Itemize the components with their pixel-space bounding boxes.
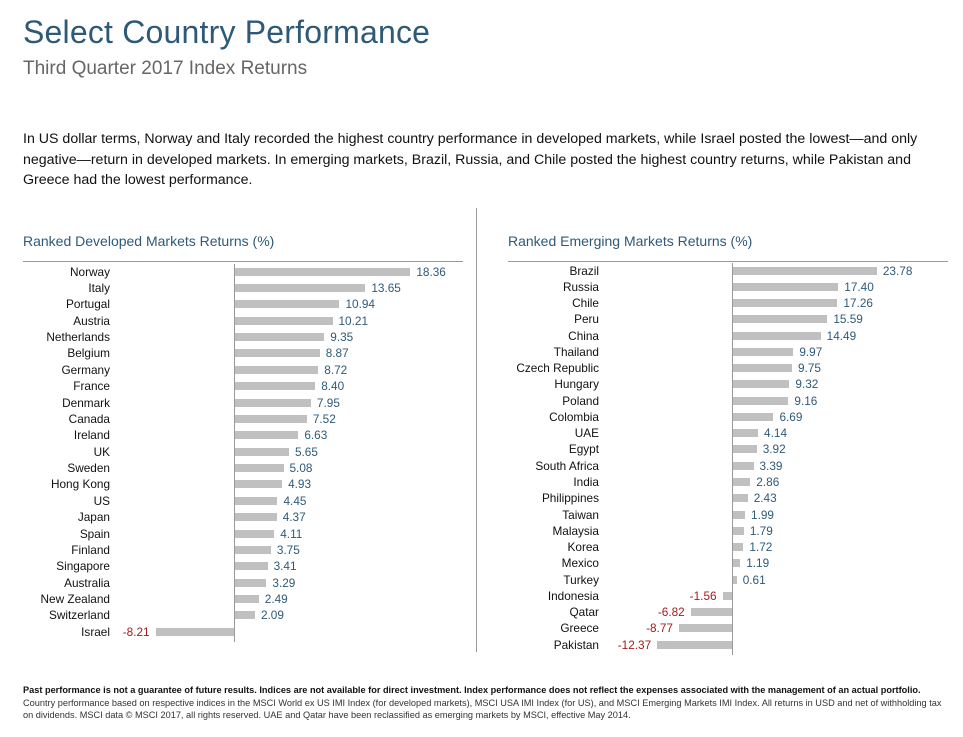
emerging-bar xyxy=(733,348,793,356)
emerging-value-label: 9.75 xyxy=(797,361,821,376)
developed-bar xyxy=(235,284,365,292)
emerging-bar xyxy=(733,267,877,275)
developed-value-label: 3.75 xyxy=(276,542,300,557)
developed-value-label: 6.63 xyxy=(304,428,328,443)
emerging-category-label: Taiwan xyxy=(562,507,599,522)
developed-value-label: 4.45 xyxy=(283,493,307,508)
developed-category-label: Finland xyxy=(71,542,110,557)
developed-bar xyxy=(235,300,339,308)
emerging-bar xyxy=(733,413,773,421)
developed-bar xyxy=(235,448,289,456)
developed-category-label: Portugal xyxy=(66,297,110,312)
emerging-value-label: 6.69 xyxy=(779,409,803,424)
developed-category-label: US xyxy=(93,493,110,508)
developed-bar xyxy=(235,546,271,554)
developed-value-label: 2.09 xyxy=(260,608,284,623)
emerging-value-label: -6.82 xyxy=(657,605,685,620)
developed-value-label: 8.40 xyxy=(321,379,345,394)
developed-chart-title: Ranked Developed Markets Returns (%) xyxy=(23,233,275,249)
emerging-value-label: 2.43 xyxy=(753,491,777,506)
emerging-value-label: 1.19 xyxy=(746,556,770,571)
emerging-markets-chart xyxy=(508,233,948,653)
developed-bar xyxy=(235,480,282,488)
emerging-bar xyxy=(733,559,740,567)
emerging-value-label: 14.49 xyxy=(826,328,857,343)
developed-value-label: 7.52 xyxy=(312,411,336,426)
emerging-category-label: Indonesia xyxy=(547,588,599,603)
developed-bar xyxy=(235,562,268,570)
emerging-bar xyxy=(733,478,750,486)
emerging-bar xyxy=(733,527,744,535)
developed-bar xyxy=(235,611,255,619)
developed-markets-chart xyxy=(23,233,463,653)
developed-value-label: 4.93 xyxy=(288,477,312,492)
page-subtitle: Third Quarter 2017 Index Returns xyxy=(23,58,308,79)
emerging-bar xyxy=(733,445,757,453)
emerging-value-label: -1.56 xyxy=(689,588,717,603)
emerging-bar xyxy=(691,608,732,616)
developed-value-label: 8.87 xyxy=(325,346,349,361)
emerging-category-label: UAE xyxy=(574,426,599,441)
emerging-category-label: Russia xyxy=(562,279,599,294)
emerging-category-label: Pakistan xyxy=(553,637,599,652)
developed-category-label: Canada xyxy=(68,411,110,426)
developed-category-label: France xyxy=(73,379,110,394)
emerging-category-label: China xyxy=(568,328,599,343)
emerging-category-label: Mexico xyxy=(561,556,599,571)
footer xyxy=(23,684,943,722)
developed-category-label: Italy xyxy=(88,280,110,295)
developed-value-label: 10.21 xyxy=(338,313,369,328)
emerging-bar xyxy=(723,592,732,600)
developed-value-label: 4.37 xyxy=(282,510,306,525)
developed-bar xyxy=(235,349,320,357)
emerging-bar xyxy=(733,462,754,470)
developed-value-label: 5.08 xyxy=(289,461,313,476)
emerging-bar xyxy=(733,364,792,372)
developed-value-label: 10.94 xyxy=(345,297,375,312)
emerging-category-label: Chile xyxy=(572,296,599,311)
developed-bar xyxy=(235,333,324,341)
developed-category-label: Hong Kong xyxy=(50,477,110,492)
emerging-category-label: Turkey xyxy=(563,572,599,587)
developed-category-label: Israel xyxy=(81,624,110,639)
developed-bar xyxy=(235,268,410,276)
developed-category-label: Netherlands xyxy=(46,330,110,345)
emerging-value-label: 3.92 xyxy=(762,442,786,457)
emerging-category-label: Hungary xyxy=(554,377,599,392)
developed-bar xyxy=(235,464,284,472)
emerging-category-label: Czech Republic xyxy=(516,361,599,376)
developed-bar xyxy=(235,415,307,423)
developed-value-label: 3.41 xyxy=(273,559,297,574)
developed-category-label: Spain xyxy=(79,526,110,541)
emerging-value-label: 23.78 xyxy=(882,263,913,278)
emerging-category-label: Philippines xyxy=(541,491,599,506)
emerging-category-label: Brazil xyxy=(569,263,599,278)
emerging-bar xyxy=(733,283,838,291)
emerging-category-label: Greece xyxy=(560,621,599,636)
emerging-bar xyxy=(733,543,743,551)
developed-category-label: Austria xyxy=(73,313,110,328)
developed-category-label: UK xyxy=(93,444,110,459)
emerging-value-label: 1.79 xyxy=(749,523,773,538)
developed-category-label: Denmark xyxy=(62,395,110,410)
developed-value-label: 7.95 xyxy=(316,395,340,410)
emerging-category-label: Egypt xyxy=(568,442,599,457)
emerging-value-label: 3.39 xyxy=(759,458,783,473)
developed-bar xyxy=(156,628,234,636)
footer-notes: Country performance based on respective indices in the MSCI World ex US IMI Index (for developed markets), MSCI USA IMI Index (for US), and MSCI Emerging Markets IMI Index. All returns in USD and net of withholding tax on dividends. MSCI data © MSCI 2017, all rights reserved. UAE and Qatar have been reclassified as emerging markets by MSCI, effective May 2014. xyxy=(23,697,942,720)
emerging-value-label: -12.37 xyxy=(617,637,652,652)
developed-bar xyxy=(235,530,274,538)
emerging-bar xyxy=(733,511,745,519)
developed-value-label: 9.35 xyxy=(330,330,354,345)
developed-chart-rule xyxy=(23,261,463,262)
developed-value-label: 13.65 xyxy=(371,280,401,295)
emerging-category-label: South Africa xyxy=(535,458,599,473)
developed-value-label: -8.21 xyxy=(122,624,150,639)
emerging-chart-rule xyxy=(508,261,948,262)
emerging-bar xyxy=(733,576,737,584)
developed-category-label: Australia xyxy=(64,575,110,590)
emerging-category-label: Qatar xyxy=(569,605,599,620)
developed-bar xyxy=(235,431,298,439)
developed-bar xyxy=(235,595,259,603)
developed-category-label: Norway xyxy=(70,264,110,279)
emerging-bar xyxy=(733,332,821,340)
emerging-bar xyxy=(733,299,837,307)
developed-category-label: Belgium xyxy=(67,346,110,361)
emerging-chart-title: Ranked Emerging Markets Returns (%) xyxy=(508,233,753,249)
emerging-bar xyxy=(733,397,788,405)
emerging-value-label: 2.86 xyxy=(756,475,780,489)
developed-bar xyxy=(235,382,315,390)
intro-text: In US dollar terms, Norway and Italy recorded the highest country performance in developed markets, while Israel posted the lowest—and only negative—return in developed markets. In emerging markets, Brazil, Russia, and Chile posted the highest country returns, while Pakistan and Greece had the lowest performance. xyxy=(23,131,918,188)
emerging-value-label: 17.26 xyxy=(843,296,873,311)
emerging-value-label: 17.40 xyxy=(844,279,874,294)
developed-category-label: Germany xyxy=(61,362,110,377)
footer-disclaimer: Past performance is not a guarantee of future results. Indices are not available for direct investment. Index performance does not reflect the expenses associated with the management of an actual portfolio. xyxy=(23,685,921,695)
emerging-category-label: Korea xyxy=(567,540,599,555)
emerging-bar xyxy=(733,429,758,437)
developed-value-label: 3.29 xyxy=(272,575,296,590)
emerging-value-label: 15.59 xyxy=(833,312,863,327)
developed-category-label: Ireland xyxy=(73,428,110,443)
emerging-value-label: 1.99 xyxy=(751,507,774,522)
developed-bar xyxy=(235,497,277,505)
developed-bar xyxy=(235,579,266,587)
emerging-value-label: 4.14 xyxy=(764,426,788,441)
emerging-value-label: 9.16 xyxy=(794,393,818,408)
developed-category-label: Switzerland xyxy=(49,608,110,623)
developed-value-label: 18.36 xyxy=(416,264,446,279)
developed-category-label: Singapore xyxy=(56,559,110,574)
emerging-bar xyxy=(733,494,748,502)
emerging-category-label: Colombia xyxy=(549,409,599,424)
emerging-value-label: -8.77 xyxy=(646,621,673,636)
developed-bar xyxy=(235,366,318,374)
emerging-bar xyxy=(733,315,827,323)
page-title: Select Country Performance xyxy=(23,14,431,50)
developed-category-label: Japan xyxy=(77,510,110,525)
emerging-bar xyxy=(657,641,732,649)
developed-value-label: 5.65 xyxy=(294,444,318,459)
emerging-value-label: 1.72 xyxy=(749,540,773,555)
emerging-value-label: 9.97 xyxy=(799,344,823,359)
emerging-bar xyxy=(733,380,789,388)
developed-value-label: 2.49 xyxy=(264,592,288,607)
developed-bar xyxy=(235,513,277,521)
emerging-category-label: Peru xyxy=(574,312,599,327)
emerging-category-label: Thailand xyxy=(553,344,599,359)
developed-category-label: Sweden xyxy=(67,461,110,476)
developed-category-label: New Zealand xyxy=(40,592,110,607)
emerging-category-label: Poland xyxy=(562,393,599,408)
emerging-value-label: 9.32 xyxy=(795,377,819,392)
emerging-category-label: India xyxy=(573,475,599,489)
emerging-category-label: Malaysia xyxy=(552,523,599,538)
emerging-bar xyxy=(679,624,732,632)
developed-bar xyxy=(235,317,333,325)
chart-divider xyxy=(476,208,477,652)
developed-bar xyxy=(235,399,311,407)
developed-value-label: 8.72 xyxy=(324,362,348,377)
developed-value-label: 4.11 xyxy=(280,526,303,541)
emerging-value-label: 0.61 xyxy=(742,572,766,587)
